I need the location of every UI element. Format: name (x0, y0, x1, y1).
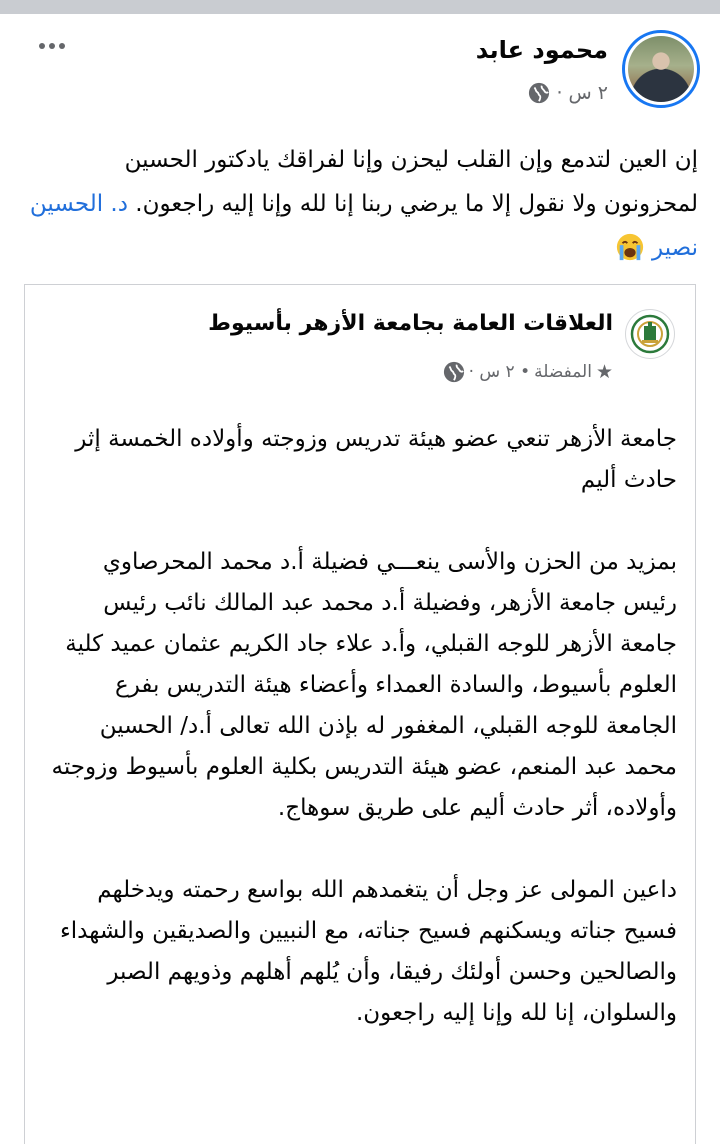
seal-graphic (630, 314, 670, 354)
shared-post-time[interactable]: • ٢ س · (468, 362, 531, 382)
post-time[interactable]: ٢ س · (556, 82, 608, 104)
author-name[interactable]: محمود عابد (475, 36, 608, 64)
post-header (20, 30, 700, 120)
crying-face-emoji (615, 232, 645, 262)
favorites-label: المفضلة (534, 362, 592, 382)
shared-headline: جامعة الأزهر تنعي عضو هيئة تدريس وزوجته وأولاده الخمسة إثر حادث أليم (75, 426, 677, 493)
more-options-icon[interactable] (32, 34, 72, 58)
shared-post-body (43, 419, 677, 1075)
author-avatar[interactable] (622, 30, 700, 108)
top-divider (0, 0, 720, 14)
post-text-main: إن العين لتدمع وإن القلب ليحزن وإنا لفراقك يادكتور الحسين لمحزونون ولا نقول إلا ما يرضي ربنا إنا لله وإنا إليه راجعون. (124, 147, 698, 217)
star-icon: ★ (595, 360, 613, 383)
mention-link[interactable]: د. الحسين نصير (29, 191, 698, 261)
shared-paragraph-2: داعين المولى عز وجل أن يتغمدهم الله بواسع رحمته ويدخلهم فسيح جناته ويسكنهم فسيح جناته، مع النبيين والصديقين والشهداء والصالحين وحسن أولئك رفيقا، وأن يُلهم أهلهم وذويهم الصبر والسلوان، إنا لله وإنا إليه راجعون. (59, 877, 677, 1026)
avatar-photo (628, 36, 694, 102)
post-text (24, 138, 698, 270)
shared-paragraph-1: بمزيد من الحزن والأسى ينعـــي فضيلة أ.د محمد المحرصاوي رئيس جامعة الأزهر، وفضيلة أ.د محمد عبد المالك نائب رئيس جامعة الأزهر للوجه القبلي، وأ.د علاء جاد الكريم عثمان عميد كلية العلوم بأسيوط، والسادة العمداء وأعضاء هيئة التدريس بفرع الجامعة للوجه القبلي، المغفور له بإذن الله تعالى أ.د/ الحسين محمد عبد المنعم، عضو هيئة التدريس بكلية العلوم بأسيوط وزوجته وأولاده، أثر حادث أليم على طريق سوهاج. (51, 549, 677, 821)
globe-icon (443, 361, 465, 383)
page-meta (443, 361, 613, 383)
page-name[interactable]: العلاقات العامة بجامعة الأزهر بأسيوط (208, 311, 613, 336)
shared-post-card[interactable] (24, 284, 696, 1144)
post-meta (528, 82, 608, 104)
globe-icon (528, 82, 550, 104)
azhar-university-seal[interactable] (625, 309, 675, 359)
